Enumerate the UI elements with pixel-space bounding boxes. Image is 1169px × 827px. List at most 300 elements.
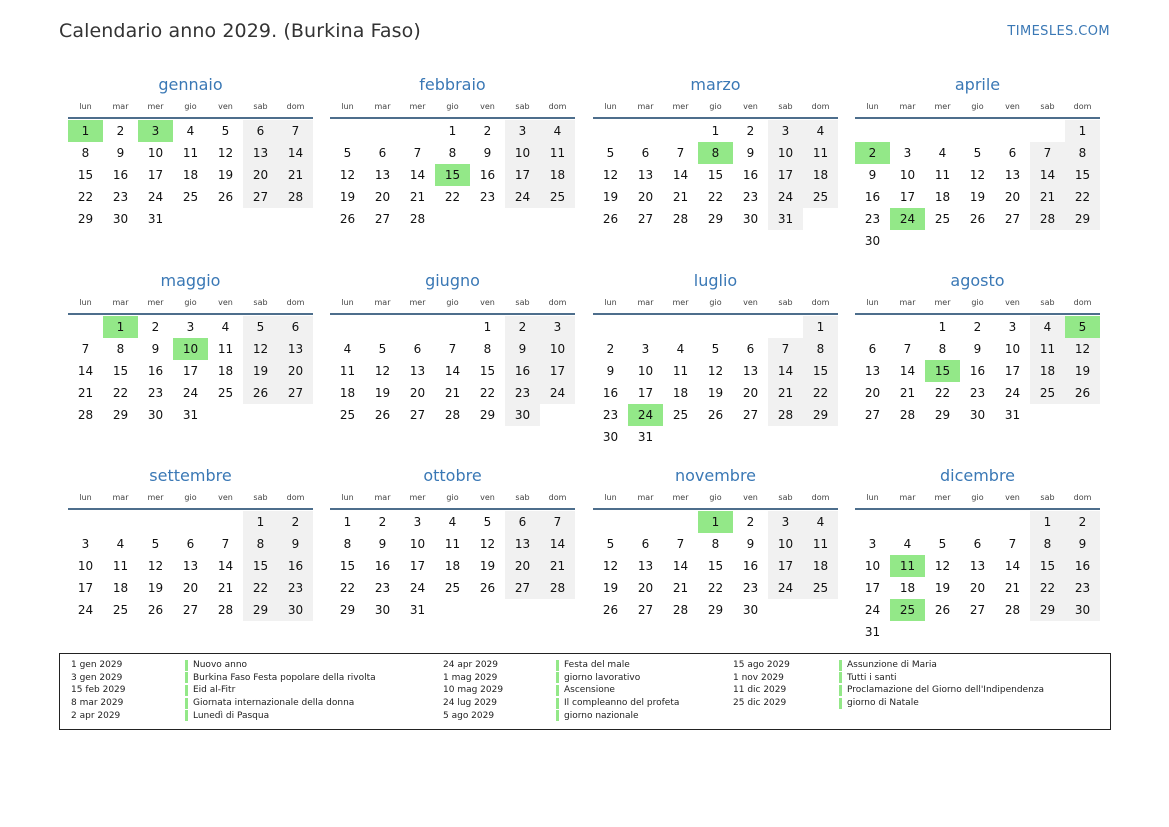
weekday-label: lun [866, 102, 879, 111]
weekend-day: 2 [505, 316, 540, 338]
weekday-label: sab [515, 102, 530, 111]
empty-cell [890, 230, 925, 252]
weekend-day: 29 [243, 599, 278, 621]
week-row [68, 577, 313, 599]
day-cell: 5 [938, 537, 947, 551]
day-cell: 2 [746, 124, 755, 138]
legend-holiday-name: Assunzione di Maria [847, 660, 937, 671]
weekday-label: mar [374, 298, 391, 307]
weekday-label: ven [480, 493, 495, 502]
day-cell: 1 [448, 124, 457, 138]
day-cell: 19 [479, 559, 496, 573]
day-cell: 21 [409, 190, 426, 204]
day-cell: 27 [969, 603, 986, 617]
holiday-color-marker [839, 685, 842, 696]
day-cell: 12 [707, 364, 724, 378]
empty-cell [278, 404, 313, 426]
weekend-day: 1 [243, 511, 278, 533]
month-maggio [68, 268, 313, 426]
day-cell: 29 [339, 603, 356, 617]
week-row [593, 533, 838, 555]
weekday-label: sab [778, 102, 793, 111]
week-row [855, 555, 1100, 577]
empty-cell [855, 511, 890, 533]
empty-cell [768, 426, 803, 448]
weekend-day: 22 [243, 577, 278, 599]
day-cell: 28 [899, 408, 916, 422]
day-cell: 29 [707, 212, 724, 226]
day-cell: 3 [413, 515, 422, 529]
week-row [855, 382, 1100, 404]
holiday-day: 24 [628, 404, 663, 426]
day-cell: 22 [112, 386, 129, 400]
week-row [855, 404, 1100, 426]
month-agosto [855, 268, 1100, 426]
day-cell: 25 [444, 581, 461, 595]
weekday-header [68, 98, 313, 115]
holiday-day: 11 [890, 555, 925, 577]
empty-cell [138, 511, 173, 533]
day-cell: 20 [637, 190, 654, 204]
day-cell: 28 [444, 408, 461, 422]
day-cell: 9 [151, 342, 160, 356]
weekday-label: lun [79, 102, 92, 111]
weekday-label: dom [811, 102, 830, 111]
weekday-label: mer [147, 493, 164, 502]
empty-cell [540, 404, 575, 426]
weekend-day: 30 [278, 599, 313, 621]
weekend-day: 8 [803, 338, 838, 360]
weekday-label: sab [1040, 102, 1055, 111]
day-cell: 17 [409, 559, 426, 573]
day-cell: 23 [742, 190, 759, 204]
weekday-label: mer [672, 298, 689, 307]
day-cell: 13 [374, 168, 391, 182]
empty-cell [1030, 120, 1065, 142]
day-cell: 19 [969, 190, 986, 204]
day-cell: 14 [672, 559, 689, 573]
weekday-label: gio [971, 102, 984, 111]
day-cell: 6 [641, 146, 650, 160]
day-cell: 2 [151, 320, 160, 334]
legend-holiday-name: Giornata internazionale della donna [193, 698, 355, 709]
legend-entry [733, 697, 1044, 710]
legend-entry [71, 697, 376, 710]
week-row [855, 533, 1100, 555]
day-cell: 23 [147, 386, 164, 400]
weekday-header [593, 98, 838, 115]
day-cell: 30 [969, 408, 986, 422]
day-cell: 4 [903, 537, 912, 551]
day-cell: 19 [934, 581, 951, 595]
legend-date: 15 feb 2029 [71, 685, 126, 696]
empty-cell [890, 316, 925, 338]
empty-cell [208, 208, 243, 230]
day-cell: 7 [676, 146, 685, 160]
day-cell: 5 [378, 342, 387, 356]
weekday-label: mar [637, 102, 654, 111]
day-cell: 20 [742, 386, 759, 400]
day-cell: 4 [221, 320, 230, 334]
empty-cell [995, 230, 1030, 252]
day-cell: 29 [77, 212, 94, 226]
holiday-day: 8 [698, 142, 733, 164]
weekend-day: 25 [1030, 382, 1065, 404]
day-cell: 26 [602, 212, 619, 226]
weekend-day: 19 [1065, 360, 1100, 382]
day-cell: 8 [343, 537, 352, 551]
empty-cell [628, 316, 663, 338]
day-cell: 23 [602, 408, 619, 422]
legend-date: 1 nov 2029 [733, 672, 784, 683]
day-cell: 9 [973, 342, 982, 356]
day-cell: 4 [448, 515, 457, 529]
weekend-day: 20 [243, 164, 278, 186]
weekend-day: 13 [505, 533, 540, 555]
weekday-label: mer [672, 102, 689, 111]
day-cell: 14 [672, 168, 689, 182]
day-cell: 23 [374, 581, 391, 595]
day-cell: 25 [112, 603, 129, 617]
empty-cell [925, 120, 960, 142]
day-cell: 21 [899, 386, 916, 400]
weekend-day: 22 [1065, 186, 1100, 208]
day-cell: 27 [637, 603, 654, 617]
day-cell: 13 [1004, 168, 1021, 182]
weekday-label: ven [1005, 493, 1020, 502]
page-title: Calendario anno 2029. (Burkina Faso) [59, 20, 421, 42]
day-cell: 6 [746, 342, 755, 356]
legend-date: 11 dic 2029 [733, 685, 787, 696]
day-cell: 9 [378, 537, 387, 551]
month-divider [855, 117, 1100, 119]
day-cell: 18 [217, 364, 234, 378]
day-cell: 18 [112, 581, 129, 595]
weekday-header [68, 294, 313, 311]
weekday-label: ven [743, 102, 758, 111]
weekday-label: gio [971, 493, 984, 502]
weekday-label: ven [743, 298, 758, 307]
day-cell: 2 [973, 320, 982, 334]
empty-cell [1030, 230, 1065, 252]
day-cell: 9 [483, 146, 492, 160]
weekend-day: 15 [1065, 164, 1100, 186]
month-febbraio [330, 72, 575, 230]
holiday-color-marker [839, 672, 842, 683]
week-row [330, 142, 575, 164]
month-divider [68, 313, 313, 315]
empty-cell [960, 511, 995, 533]
day-cell: 25 [934, 212, 951, 226]
day-cell: 21 [672, 190, 689, 204]
day-cell: 9 [746, 537, 755, 551]
day-cell: 31 [182, 408, 199, 422]
weekend-day: 10 [768, 142, 803, 164]
weekend-day: 27 [243, 186, 278, 208]
day-cell: 10 [1004, 342, 1021, 356]
week-row [330, 599, 575, 621]
holiday-legend [59, 653, 1111, 730]
legend-holiday-name: Eid al-Fitr [193, 685, 236, 696]
day-cell: 26 [374, 408, 391, 422]
day-cell: 12 [374, 364, 391, 378]
month-luglio [593, 268, 838, 448]
day-cell: 13 [969, 559, 986, 573]
week-row [593, 316, 838, 338]
weekend-day: 9 [1065, 533, 1100, 555]
month-divider [330, 313, 575, 315]
month-name: giugno [425, 271, 480, 290]
empty-cell [330, 316, 365, 338]
month-ottobre [330, 463, 575, 621]
day-cell: 8 [448, 146, 457, 160]
empty-cell [435, 316, 470, 338]
weekday-label: lun [604, 298, 617, 307]
day-cell: 1 [938, 320, 947, 334]
day-cell: 27 [1004, 212, 1021, 226]
holiday-day: 3 [138, 120, 173, 142]
day-cell: 26 [969, 212, 986, 226]
weekday-label: sab [515, 493, 530, 502]
empty-cell [540, 208, 575, 230]
day-cell: 28 [77, 408, 94, 422]
day-cell: 7 [676, 537, 685, 551]
weekend-day: 3 [505, 120, 540, 142]
day-cell: 22 [444, 190, 461, 204]
day-cell: 5 [151, 537, 160, 551]
weekday-label: mar [637, 298, 654, 307]
month-divider [593, 508, 838, 510]
day-cell: 8 [81, 146, 90, 160]
holiday-color-marker [556, 685, 559, 696]
weekend-day: 10 [540, 338, 575, 360]
weekend-day: 26 [243, 382, 278, 404]
empty-cell [663, 426, 698, 448]
legend-entry [443, 672, 679, 685]
weekday-label: lun [341, 102, 354, 111]
weekend-day: 22 [803, 382, 838, 404]
empty-cell [1030, 621, 1065, 643]
weekend-day: 18 [803, 164, 838, 186]
weekend-day: 17 [505, 164, 540, 186]
day-cell: 26 [147, 603, 164, 617]
weekday-label: dom [548, 298, 567, 307]
weekend-day: 4 [540, 120, 575, 142]
day-cell: 7 [903, 342, 912, 356]
weekend-day: 11 [540, 142, 575, 164]
weekend-day: 6 [243, 120, 278, 142]
week-row [593, 142, 838, 164]
weekend-day: 11 [1030, 338, 1065, 360]
day-cell: 28 [672, 603, 689, 617]
weekend-day: 11 [803, 142, 838, 164]
holiday-day: 15 [435, 164, 470, 186]
day-cell: 5 [606, 146, 615, 160]
weekend-day: 9 [278, 533, 313, 555]
empty-cell [365, 120, 400, 142]
day-cell: 15 [707, 168, 724, 182]
legend-holiday-name: Festa del male [564, 660, 630, 671]
brand-link[interactable]: TIMESLES.COM [1007, 24, 1110, 39]
weekday-label: mar [637, 493, 654, 502]
weekday-label: dom [548, 493, 567, 502]
holiday-color-marker [185, 660, 188, 671]
weekday-label: mar [374, 493, 391, 502]
legend-entry [443, 684, 679, 697]
month-name: novembre [674, 466, 757, 485]
day-cell: 10 [409, 537, 426, 551]
day-cell: 25 [339, 408, 356, 422]
holiday-color-marker [185, 710, 188, 721]
day-cell: 12 [934, 559, 951, 573]
weekday-label: dom [286, 493, 305, 502]
empty-cell [173, 511, 208, 533]
weekend-day: 21 [1030, 186, 1065, 208]
week-row [593, 208, 838, 230]
empty-cell [960, 621, 995, 643]
day-cell: 13 [637, 559, 654, 573]
day-cell: 16 [112, 168, 129, 182]
day-cell: 24 [864, 603, 881, 617]
legend-date: 8 mar 2029 [71, 698, 124, 709]
day-cell: 30 [602, 430, 619, 444]
legend-date: 24 apr 2029 [443, 660, 499, 671]
legend-entry [733, 672, 1044, 685]
day-cell: 29 [479, 408, 496, 422]
legend-date: 24 lug 2029 [443, 698, 497, 709]
day-cell: 27 [742, 408, 759, 422]
day-cell: 22 [707, 190, 724, 204]
week-row [593, 555, 838, 577]
week-row [68, 511, 313, 533]
day-cell: 26 [217, 190, 234, 204]
day-cell: 7 [448, 342, 457, 356]
day-cell: 4 [938, 146, 947, 160]
day-cell: 18 [339, 386, 356, 400]
legend-holiday-name: Proclamazione del Giorno dell'Indipendenza [847, 685, 1045, 696]
weekday-label: lun [341, 493, 354, 502]
weekend-day: 8 [243, 533, 278, 555]
weekday-label: mer [409, 298, 426, 307]
weekend-day: 1 [803, 316, 838, 338]
weekend-day: 7 [1030, 142, 1065, 164]
weekday-header [330, 294, 575, 311]
day-cell: 3 [81, 537, 90, 551]
weekday-label: gio [446, 102, 459, 111]
empty-cell [925, 621, 960, 643]
weekend-day: 31 [768, 208, 803, 230]
weekend-day: 25 [803, 186, 838, 208]
month-divider [855, 313, 1100, 315]
weekday-label: mar [112, 102, 129, 111]
weekend-day: 10 [505, 142, 540, 164]
weekend-day: 25 [540, 186, 575, 208]
legend-holiday-name: Burkina Faso Festa popolare della rivolta [193, 672, 376, 683]
weekday-label: sab [778, 298, 793, 307]
weekend-day: 7 [540, 511, 575, 533]
day-cell: 20 [864, 386, 881, 400]
empty-cell [103, 511, 138, 533]
day-cell: 27 [374, 212, 391, 226]
legend-holiday-name: giorno di Natale [847, 698, 919, 709]
week-row [855, 511, 1100, 533]
day-cell: 26 [934, 603, 951, 617]
weekday-label: mar [112, 298, 129, 307]
legend-column [443, 659, 679, 722]
weekend-day: 4 [1030, 316, 1065, 338]
weekday-label: mar [374, 102, 391, 111]
week-row [593, 599, 838, 621]
month-name: maggio [160, 271, 221, 290]
week-row [330, 208, 575, 230]
day-cell: 28 [409, 212, 426, 226]
day-cell: 1 [343, 515, 352, 529]
month-name: ottobre [423, 466, 482, 485]
week-row [68, 555, 313, 577]
weekday-label: sab [1040, 493, 1055, 502]
day-cell: 19 [602, 190, 619, 204]
empty-cell [803, 208, 838, 230]
week-row [855, 599, 1100, 621]
month-divider [330, 508, 575, 510]
weekday-label: ven [743, 493, 758, 502]
month-divider [68, 117, 313, 119]
day-cell: 21 [77, 386, 94, 400]
weekday-label: dom [1073, 298, 1092, 307]
month-divider [593, 117, 838, 119]
day-cell: 31 [637, 430, 654, 444]
empty-cell [243, 208, 278, 230]
day-cell: 19 [339, 190, 356, 204]
weekday-label: gio [709, 102, 722, 111]
empty-cell [593, 511, 628, 533]
day-cell: 8 [938, 342, 947, 356]
week-row [68, 186, 313, 208]
weekday-label: sab [1040, 298, 1055, 307]
weekend-day: 22 [1030, 577, 1065, 599]
weekday-label: mar [112, 493, 129, 502]
weekend-day: 28 [1030, 208, 1065, 230]
month-divider [593, 313, 838, 315]
month-divider [330, 117, 575, 119]
month-settembre [68, 463, 313, 621]
weekend-day: 2 [278, 511, 313, 533]
weekday-header [593, 294, 838, 311]
empty-cell [803, 426, 838, 448]
legend-date: 3 gen 2029 [71, 672, 123, 683]
day-cell: 14 [1004, 559, 1021, 573]
weekday-label: dom [548, 102, 567, 111]
weekday-label: sab [253, 493, 268, 502]
weekend-day: 10 [768, 533, 803, 555]
day-cell: 20 [1004, 190, 1021, 204]
weekend-day: 25 [803, 577, 838, 599]
week-row [593, 577, 838, 599]
weekday-label: dom [1073, 493, 1092, 502]
empty-cell [400, 316, 435, 338]
day-cell: 15 [77, 168, 94, 182]
empty-cell [593, 316, 628, 338]
day-cell: 30 [112, 212, 129, 226]
day-cell: 9 [868, 168, 877, 182]
legend-holiday-name: giorno lavorativo [564, 672, 641, 683]
holiday-day: 1 [68, 120, 103, 142]
day-cell: 11 [217, 342, 234, 356]
weekend-day: 9 [505, 338, 540, 360]
week-row [330, 338, 575, 360]
holiday-color-marker [185, 698, 188, 709]
weekend-day: 17 [540, 360, 575, 382]
